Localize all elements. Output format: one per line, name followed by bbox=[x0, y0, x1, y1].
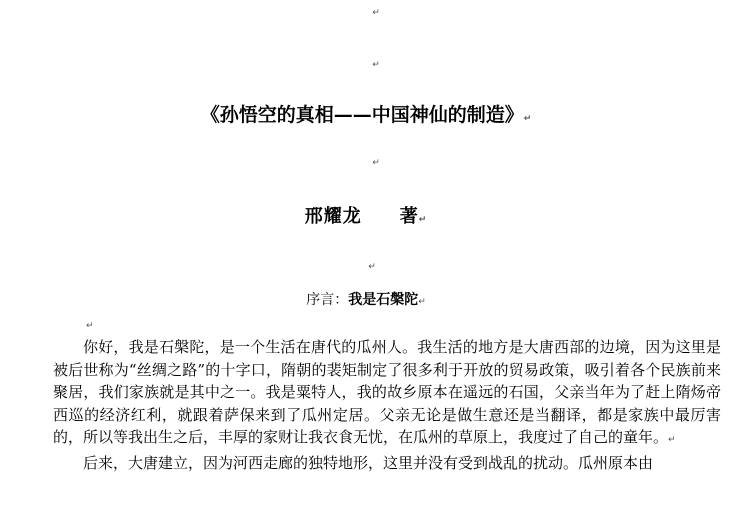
paragraph-mark: ↵ bbox=[86, 321, 94, 331]
paragraph-text: 后来，大唐建立，因为河西走廊的独特地形，这里并没有受到战乱的扰动。瓜州原本由 bbox=[83, 453, 654, 472]
author-line bbox=[0, 202, 732, 228]
paragraph bbox=[53, 336, 721, 452]
body-text bbox=[53, 336, 721, 474]
paragraph-mark: ↵ bbox=[418, 215, 428, 225]
paragraph bbox=[53, 452, 721, 475]
preface-label: 序言： bbox=[306, 292, 349, 308]
document-title: 《孙悟空的真相——中国神仙的制造》 bbox=[200, 104, 524, 126]
document-title-line bbox=[0, 100, 732, 127]
author-role: 著 bbox=[399, 206, 419, 227]
paragraph-mark: ↵ bbox=[523, 114, 532, 124]
preface-heading bbox=[0, 289, 732, 309]
paragraph-mark: ↵ bbox=[668, 435, 676, 445]
paragraph-mark: ↵ bbox=[372, 8, 380, 18]
paragraph-mark: ↵ bbox=[418, 297, 426, 307]
paragraph-mark: ↵ bbox=[368, 262, 376, 272]
paragraph-mark: ↵ bbox=[372, 60, 380, 70]
paragraph-text: 你好，我是石槃陀，是一个生活在唐代的瓜州人。我生活的地方是大唐西部的边境，因为这里是被后世称为“丝绸之路”的十字口，隋朝的裴矩制定了很多利于开放的贸易政策，吸引着各个民族前来聚居，我们家族就是其中之一。我是粟特人，我的故乡原本在遥远的石国，父亲当年为了赶上隋炀帝西巡的经济红利，就跟着萨保来到了瓜州定居。父亲无论是做生意还是当翻译，都是家族中最厉害的，所以等我出生之后，丰厚的家财让我衣食无忧，在瓜州的草原上，我度过了自己的童年。 bbox=[53, 338, 721, 446]
preface-title: 我是石槃陀 bbox=[348, 292, 419, 308]
author-name: 邢耀龙 bbox=[304, 206, 362, 227]
paragraph-mark: ↵ bbox=[372, 158, 380, 168]
